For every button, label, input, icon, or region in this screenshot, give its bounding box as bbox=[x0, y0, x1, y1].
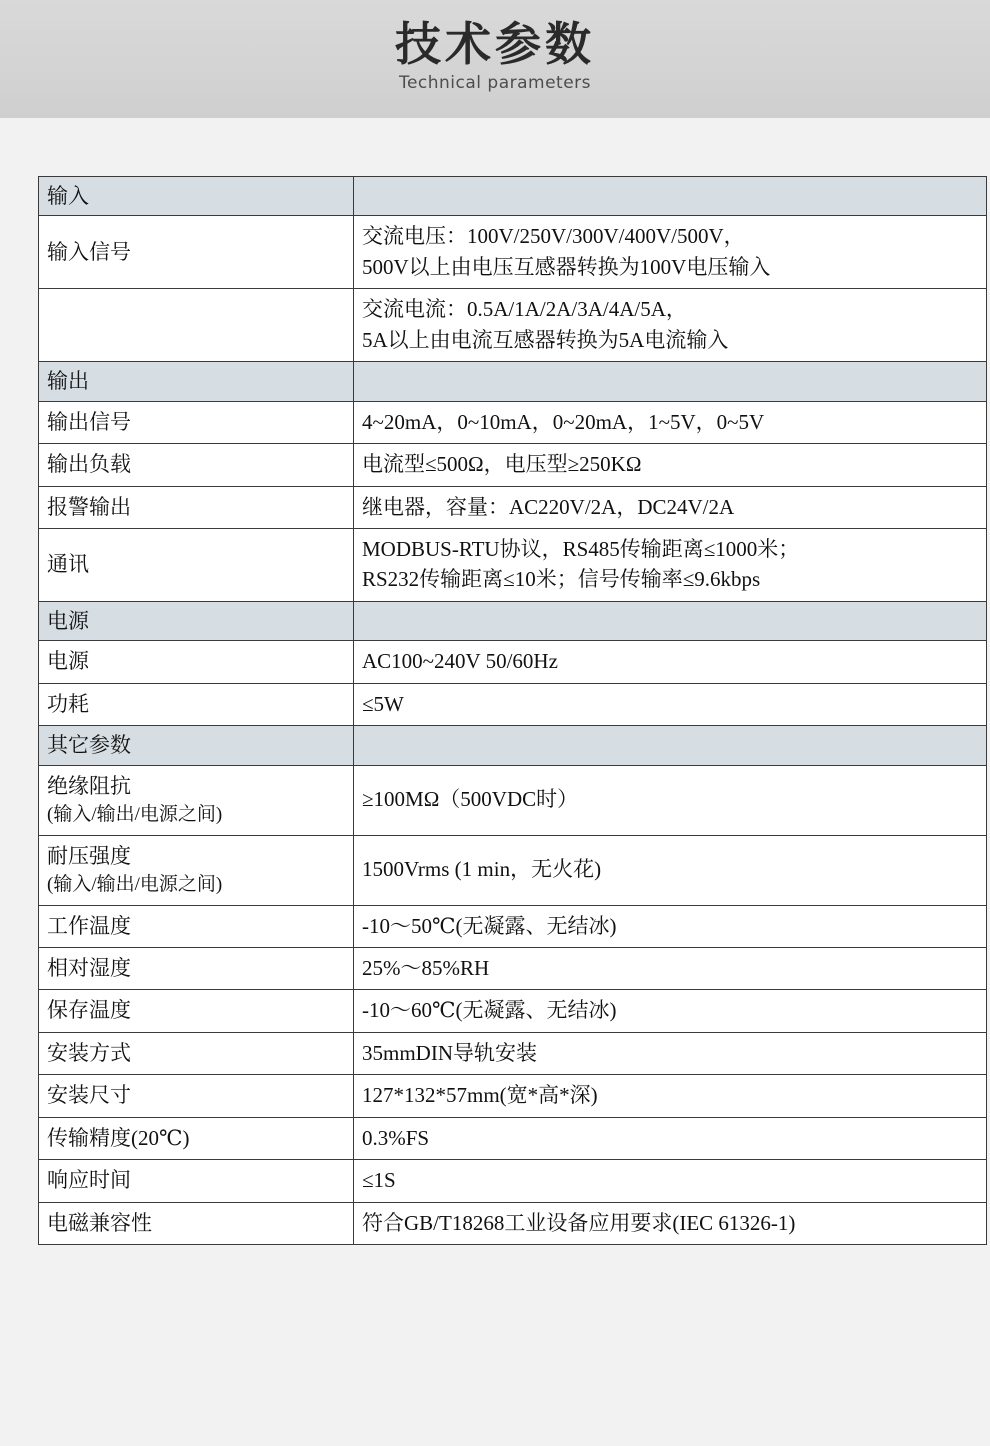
parameter-value bbox=[354, 401, 987, 443]
technical-parameters-table bbox=[38, 176, 987, 1245]
parameter-value-line: MODBUS-RTU协议，RS485传输距离≤1000米； bbox=[362, 536, 800, 561]
table-row bbox=[39, 1075, 987, 1117]
table-row bbox=[39, 528, 987, 601]
parameter-value bbox=[354, 444, 987, 486]
parameter-value-line: AC100~240V 50/60Hz bbox=[362, 649, 558, 674]
page-subtitle: Technical parameters bbox=[398, 72, 592, 93]
parameter-label: 输出负载 bbox=[39, 444, 354, 486]
table-row bbox=[39, 835, 987, 905]
section-spacer bbox=[354, 177, 987, 216]
parameter-value bbox=[354, 905, 987, 947]
parameter-value bbox=[354, 765, 987, 835]
table-row bbox=[39, 1032, 987, 1074]
section-spacer bbox=[354, 601, 987, 640]
table-row bbox=[39, 947, 987, 989]
parameter-label: 输出信号 bbox=[39, 401, 354, 443]
parameter-value bbox=[354, 486, 987, 528]
table-body bbox=[39, 177, 987, 1245]
parameter-value-line: 127*132*57mm(宽*高*深) bbox=[362, 1083, 598, 1108]
parameter-value-line: 500V以上由电压互感器转换为100V电压输入 bbox=[362, 254, 771, 279]
parameter-label: 输入信号 bbox=[39, 216, 354, 289]
parameter-value-line: 4~20mA，0~10mA，0~20mA，1~5V，0~5V bbox=[362, 409, 765, 434]
parameter-label: 传输精度(20℃) bbox=[39, 1117, 354, 1159]
parameter-value-line: 符合GB/T18268工业设备应用要求(IEC 61326-1) bbox=[362, 1210, 796, 1235]
table-row bbox=[39, 1202, 987, 1244]
section-label: 输出 bbox=[39, 362, 354, 401]
table-section-row bbox=[39, 362, 987, 401]
page-header-banner bbox=[0, 0, 990, 118]
parameter-value-line: 0.3%FS bbox=[362, 1125, 430, 1150]
section-spacer bbox=[354, 362, 987, 401]
parameter-value-line: ≤5W bbox=[362, 691, 404, 716]
parameter-label-note: (输入/输出/电源之间) bbox=[47, 873, 223, 895]
parameter-label bbox=[39, 765, 354, 835]
parameter-value-line: 电流型≤500Ω，电压型≥250KΩ bbox=[362, 452, 642, 477]
parameter-value bbox=[354, 683, 987, 725]
table-section-row bbox=[39, 177, 987, 216]
table-row bbox=[39, 641, 987, 683]
parameter-value bbox=[354, 641, 987, 683]
parameter-label: 通讯 bbox=[39, 528, 354, 601]
parameter-value-line: -10～60℃(无凝露、无结冰) bbox=[362, 998, 617, 1023]
parameter-value-line: 交流电流：0.5A/1A/2A/3A/4A/5A， bbox=[362, 297, 687, 322]
parameter-value-line: 35mmDIN导轨安装 bbox=[362, 1040, 537, 1065]
table-section-row bbox=[39, 726, 987, 765]
parameter-label-main: 绝缘阻抗 bbox=[47, 773, 131, 798]
section-label: 其它参数 bbox=[39, 726, 354, 765]
parameter-label: 报警输出 bbox=[39, 486, 354, 528]
parameter-value-line: 5A以上由电流互感器转换为5A电流输入 bbox=[362, 327, 729, 352]
table-row bbox=[39, 444, 987, 486]
parameter-label: 保存温度 bbox=[39, 990, 354, 1032]
parameter-label: 安装方式 bbox=[39, 1032, 354, 1074]
parameter-value bbox=[354, 1032, 987, 1074]
table-row bbox=[39, 905, 987, 947]
parameter-label: 响应时间 bbox=[39, 1160, 354, 1202]
table-row bbox=[39, 486, 987, 528]
parameter-value-line: 继电器，容量：AC220V/2A，DC24V/2A bbox=[362, 494, 735, 519]
parameter-label: 功耗 bbox=[39, 683, 354, 725]
table-row bbox=[39, 765, 987, 835]
parameter-value-line: ≥100MΩ（500VDC时） bbox=[362, 787, 579, 812]
section-label: 电源 bbox=[39, 601, 354, 640]
parameter-value bbox=[354, 947, 987, 989]
parameter-value bbox=[354, 1117, 987, 1159]
table-row bbox=[39, 1117, 987, 1159]
parameter-value-line: 25%～85%RH bbox=[362, 955, 490, 980]
table-row bbox=[39, 1160, 987, 1202]
parameter-label: 工作温度 bbox=[39, 905, 354, 947]
parameter-value bbox=[354, 528, 987, 601]
section-spacer bbox=[354, 726, 987, 765]
parameter-label bbox=[39, 289, 354, 362]
parameter-label: 电源 bbox=[39, 641, 354, 683]
parameter-value-line: -10～50℃(无凝露、无结冰) bbox=[362, 913, 617, 938]
spec-sheet bbox=[0, 118, 990, 1245]
parameter-value bbox=[354, 1202, 987, 1244]
table-row bbox=[39, 216, 987, 289]
parameter-value-line: 1500Vrms (1 min，无火花) bbox=[362, 857, 602, 882]
parameter-label bbox=[39, 835, 354, 905]
parameter-label: 相对湿度 bbox=[39, 947, 354, 989]
parameter-value bbox=[354, 216, 987, 289]
parameter-value bbox=[354, 990, 987, 1032]
parameter-value-line: 交流电压：100V/250V/300V/400V/500V， bbox=[362, 224, 745, 249]
table-section-row bbox=[39, 601, 987, 640]
parameter-label: 安装尺寸 bbox=[39, 1075, 354, 1117]
parameter-label: 电磁兼容性 bbox=[39, 1202, 354, 1244]
page-title: 技术参数 bbox=[395, 17, 595, 71]
parameter-value bbox=[354, 1075, 987, 1117]
parameter-value bbox=[354, 1160, 987, 1202]
parameter-label-note: (输入/输出/电源之间) bbox=[47, 804, 223, 825]
table-row bbox=[39, 990, 987, 1032]
section-label: 输入 bbox=[39, 177, 354, 216]
parameter-value-line: ≤1S bbox=[362, 1168, 396, 1193]
table-row bbox=[39, 289, 987, 362]
parameter-value bbox=[354, 289, 987, 362]
parameter-value bbox=[354, 835, 987, 905]
table-row bbox=[39, 401, 987, 443]
parameter-value-line: RS232传输距离≤10米；信号传输率≤9.6kbps bbox=[362, 567, 761, 592]
table-row bbox=[39, 683, 987, 725]
parameter-label-main: 耐压强度 bbox=[47, 843, 131, 868]
